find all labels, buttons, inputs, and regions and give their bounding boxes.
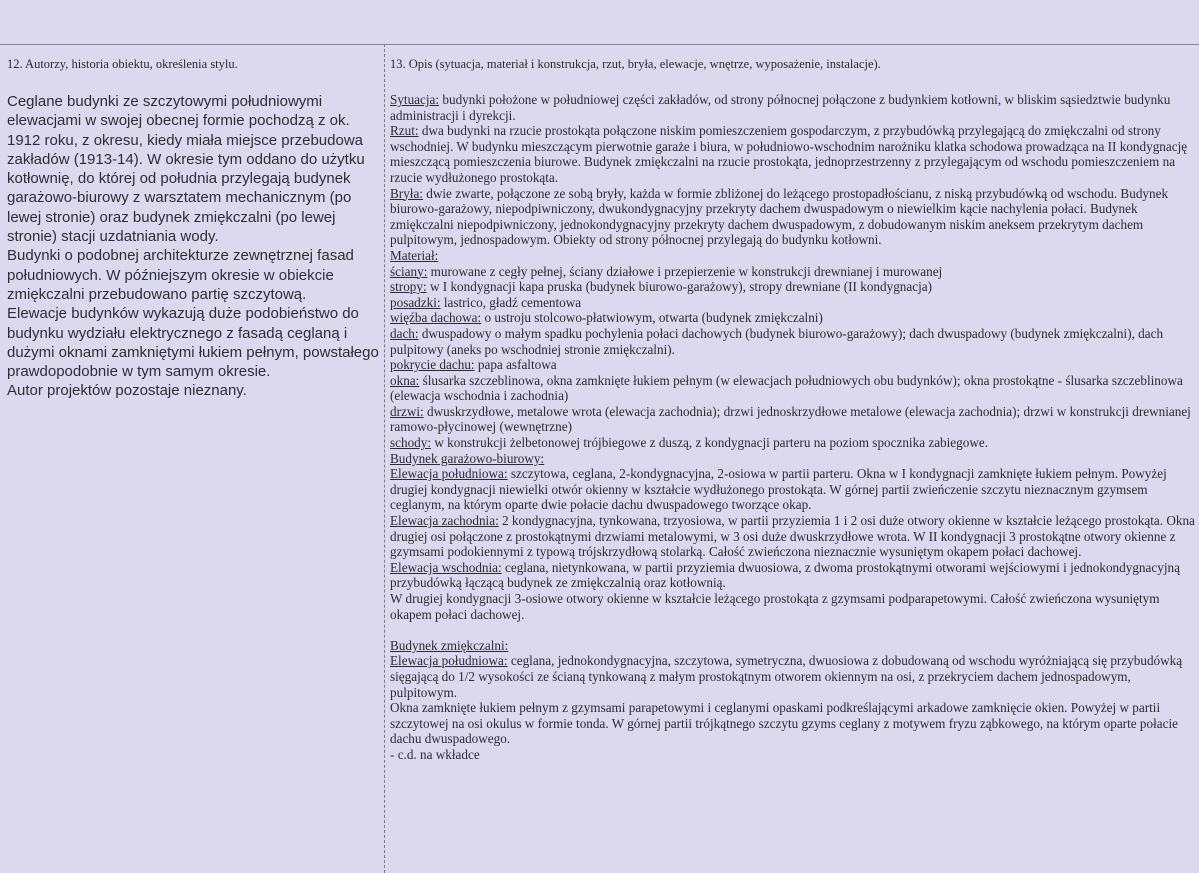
left-body [7,92,379,401]
description-entry [390,248,1196,264]
tail-paragraph: Okna zamknięte łukiem pełnym z gzymsami parapetowymi i ceglanymi opaskami podkreślającymi arkadowe zamknięcie okien. Powyżej w partii szczytowej na osi okulus w formie tonda. W górnej partii trójkątnego szczytu gzyms ceglany z motywem fryzu ząbkowego, na którym oparte połacie dachu dwuspadowego. [390,700,1178,747]
entry-label: Elewacja południowa: [390,466,508,482]
entry-text: murowane z cegły pełnej, ściany działowe i przepierzenie w konstrukcji drewnianej i murowanej [427,263,943,279]
entry-label: Rzut: [390,123,419,139]
description-entries-2 [390,638,1196,700]
entry-text: dwuskrzydłowe, metalowe wrota (elewacja zachodnia); drzwi jednoskrzydłowe metalowe (elewacja zachodnia); drzwi w konstrukcji drewnianej ramowo-płycinowej (wewnętrzne) [390,403,1191,435]
entry-label: Elewacja wschodnia: [390,559,502,575]
entry-label: dach: [390,325,419,341]
entry-label: drzwi: [390,403,424,419]
footer-note: - c.d. na wkładce [390,746,480,762]
description-entry [390,295,1196,311]
entry-label: Bryła: [390,185,423,201]
description-entry [390,92,1196,123]
entry-text: ceglana, jednokondygnacyjna, szczytowa, symetryczna, dwuosiowa z dobudowaną od wschodu wyróżniającą się przybudówką sięgającą do 1/2 wysokości ze ścianą tynkowaną z małym prostokątnym otworem okiennym na osi, z przekryciem dachem jednospadowym, pulpitowym. [390,653,1183,700]
left-paragraph: Ceglane budynki ze szczytowymi południowymi elewacjami w swojej obecnej formie pochodzą z ok. 1912 roku, z okresu, kiedy miała miejsce przebudowa zakładów (1913-14). W okresie tym oddano do użytku kotłownię, do której od południa przylegają budynek garażowo-biurowy z warsztatem mechanicznym (po lewej stronie) oraz budynek zmiękczalni (po lewej stronie) stacji uzdatniania wody. [7,93,365,246]
description-entry [390,373,1196,404]
entry-label: posadzki: [390,294,441,310]
right-column [390,56,1196,763]
entry-text: o ustroju stolcowo-płatwiowym, otwarta (budynek zmiękczalni) [481,310,823,326]
description-entry [390,264,1196,280]
description-entry [390,560,1196,591]
description-entry [390,653,1196,700]
entry-text: 2 kondygnacyjna, tynkowana, trzyosiowa, w partii przyziemia 1 i 2 osi duże otwory okienne w kształcie leżącego prostokąta. Okna drugiej osi połączone z prostokątnymi drzwiami metalowymi, w 3 osi duże dwuskrzydłowe wrota. W II kondygnacji 3 prostokątne otwory okienne z gzymsami podokiennymi z typową trójskrzydłową stolarką. Całość zwieńczona nieznacznie wysuniętym okapem połaci dachowej. [390,513,1195,560]
entry-label: pokrycie dachu: [390,357,475,373]
entry-label: Elewacja zachodnia: [390,513,499,529]
entry-label: stropy: [390,279,427,295]
left-paragraph: Elewacje budynków wykazują duże podobieństwo do budynku wydziału elektrycznego z fasadą ceglaną i dużymi oknami zamkniętymi łukiem pełnym, powstałego prawdopodobnie w tym samym okresie. [7,305,379,381]
entry-text: ceglana, nietynkowana, w partii przyziemia dwuosiowa, z dwoma prostokątnymi otworami wejściowymi i jednokondygnacyjną przybudówką łączącą budynek ze zmiękczalnią oraz kotłownią. [390,559,1180,591]
description-entry [390,123,1196,185]
left-paragraph: Budynki o podobnej architekturze zewnętrznej fasad południowych. W późniejszym okresie w obiekcie zmiękczalni przebudowano partię szczytową. [7,247,354,303]
entry-text: szczytowa, ceglana, 2-kondygnacyjna, 2-osiowa w partii parteru. Okna w I kondygnacji zamknięte łukiem pełnym. Powyżej drugiej kondygnacji niewielki otwór okienny w kształcie wydłużonego prostokąta. W górnej partii zwieńczenie szczytu nieznacznym gzymsem ceglanym, na którym oparte dwie połacie dachu dwuspadowego tworzące okap. [390,466,1167,513]
entry-label: Budynek zmiękczalni: [390,637,509,653]
right-body [390,92,1196,763]
description-entry [390,435,1196,451]
entry-text: lastrico, gładź cementowa [440,294,582,310]
top-rule [0,44,1199,45]
left-column [7,56,379,401]
paragraph-gap [390,622,1196,638]
description-entry [390,513,1196,560]
entry-text: dwie zwarte, połączone ze sobą bryły, każda w formie zbliżonej do leżącego prostopadłościanu, z niską przybudówką od wschodu. Budynek biurowo-garażowy, niepodpiwniczony, dwukondygnacyjny przekryty dachem dwuspadowym o niewielkim kącie nachylenia połaci. Budynek zmiękczalni niepodpiwniczony, jednokondygnacyjny przekryty dachem dwuspadowym, z dobudowanym niskim aneksem przekrytym dachem pulpitowym, jednospadowym. Obiekty od strony północnej przylegają do budynku kotłowni. [390,185,1169,248]
entry-text: w I kondygnacji kapa pruska (budynek biurowo-garażowy), stropy drewniane (II kondygnacja) [426,279,932,295]
entry-text: budynki położone w południowej części zakładów, od strony północnej połączone z budynkiem kotłowni, w bliskim sąsiedztwie budynku administracji i dyrekcji. [390,92,1171,123]
entry-label: Elewacja południowa: [390,653,508,669]
description-entry [390,404,1196,435]
description-entry [390,279,1196,295]
left-heading: 12. Autorzy, historia obiektu, określenia stylu. [7,57,238,71]
entry-text: dwuspadowy o małym spadku pochylenia połaci dachowych (budynek biurowo-garażowy); dach dwuspadowy (budynek zmiękczalni), dach pulpitowy (aneks po wschodniej stronie zmiękczalni). [390,325,1164,357]
description-entries [390,92,1196,591]
description-entry [390,310,1196,326]
column-divider [384,44,386,873]
description-entry [390,466,1196,513]
entry-text: dwa budynki na rzucie prostokąta połączone niskim pomieszczeniem gospodarczym, z przybudówką przylegającą do zmiękczalni od strony wschodniej. W budynku mieszczącym pierwotnie garaże i biura, w południowo-wschodnim narożniku klatka schodowa prowadząca na II kondygnację mieszczącą pomieszczenia biurowe. Budynek zmiękczalni na rzucie prostokąta, jednoprzestrzenny z przylegającym od wschodu pomieszczeniem na rzucie wydłużonego prostokąta. [390,123,1188,185]
entry-label: schody: [390,435,432,451]
entry-label: Budynek garażowo-biurowy: [390,450,545,466]
entry-label: okna: [390,372,420,388]
entry-label: Materiał: [390,247,439,263]
left-paragraph: Autor projektów pozostaje nieznany. [7,382,247,400]
entry-label: więźba dachowa: [390,310,482,326]
description-entry [390,638,1196,654]
description-entry [390,326,1196,357]
description-entry [390,186,1196,248]
right-heading: 13. Opis (sytuacja, materiał i konstrukcja, rzut, bryła, elewacje, wnętrze, wyposażenie, instalacje). [390,57,881,71]
description-entry [390,357,1196,373]
entry-text: ślusarka szczeblinowa, okna zamknięte łukiem pełnym (w elewacjach południowych obu budynków); okna prostokątne - ślusarka szczeblinowa (elewacja wschodnia i zachodnia) [390,372,1183,404]
description-entry [390,451,1196,467]
continuation-paragraph: W drugiej kondygnacji 3-osiowe otwory okienne w kształcie leżącego prostokąta z gzymsami podparapetowymi. Całość zwieńczona wysuniętym okapem połaci dachowej. [390,591,1160,622]
entry-label: Sytuacja: [390,92,440,107]
entry-text: papa asfaltowa [474,357,557,373]
entry-text: w konstrukcji żelbetonowej trójbiegowe z duszą, z kondygnacji parteru na poziom spocznika zabiegowe. [431,435,989,451]
entry-label: ściany: [390,263,428,279]
